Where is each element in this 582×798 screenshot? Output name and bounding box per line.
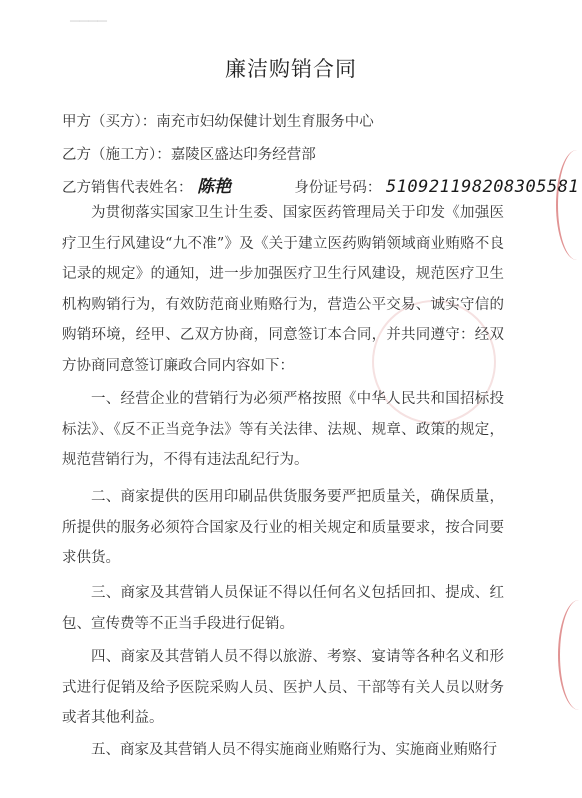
representative-row <box>62 172 579 197</box>
rep-signature: 陈艳 <box>197 177 232 197</box>
paragraph-3: 三、商家及其营销人员保证不得以任何名义包括回扣、提成、红包、宣传费等不正当手段进行促销。 <box>62 585 504 632</box>
paragraph-2: 二、商家提供的医用印刷品供货服务要严把质量关，确保质量，所提供的服务必须符合国家及行业的相关规定和质量要求，按合同要求供货。 <box>62 489 504 566</box>
seam-stamp-bottom <box>558 600 582 710</box>
id-label: 身份证号码： <box>294 180 382 196</box>
party-b: 乙方（施工方）：嘉陵区盛达印务经营部 <box>62 147 316 163</box>
paragraph-intro: 为贯彻落实国家卫生计生委、国家医药管理局关于印发《加强医疗卫生行风建设“九不准”》及《关于建立医药购销领域商业贿赂不良记录的规定》的通知，进一步加强医疗卫生行风建设，规范医疗卫生机构购销行为，有效防范商业贿赂行为，营造公平交易、诚实守信的购销环境，经甲、乙双方协商，同意签订本合同，并共同遵守：经双方协商同意签订廉政合同内容如下： <box>62 205 504 374</box>
paragraph-4: 四、商家及其营销人员不得以旅游、考察、宴请等各种名义和形式进行促销及给予医院采购人员、医护人员、干部等有关人员以财务或者其他利益。 <box>62 649 504 726</box>
paragraph-5: 五、商家及其营销人员不得实施商业贿赂行为、实施商业贿赂行 <box>91 742 497 758</box>
document-title: 廉洁购销合同 <box>225 57 357 81</box>
bleed-through-text: ▁▁▁▁ <box>70 8 107 22</box>
party-a: 甲方（买方）：南充市妇幼保健计划生育服务中心 <box>62 114 374 130</box>
seam-stamp-top <box>556 150 582 260</box>
id-number: 510921198208305581 <box>385 177 580 197</box>
paragraph-1: 一、经营企业的营销行为必须严格按照《中华人民共和国招标投标法》、《反不正当竞争法》等有关法律、法规、规章、政策的规定，规范营销行为，不得有违法乱纪行为。 <box>62 391 504 468</box>
rep-label: 乙方销售代表姓名： <box>62 180 193 196</box>
